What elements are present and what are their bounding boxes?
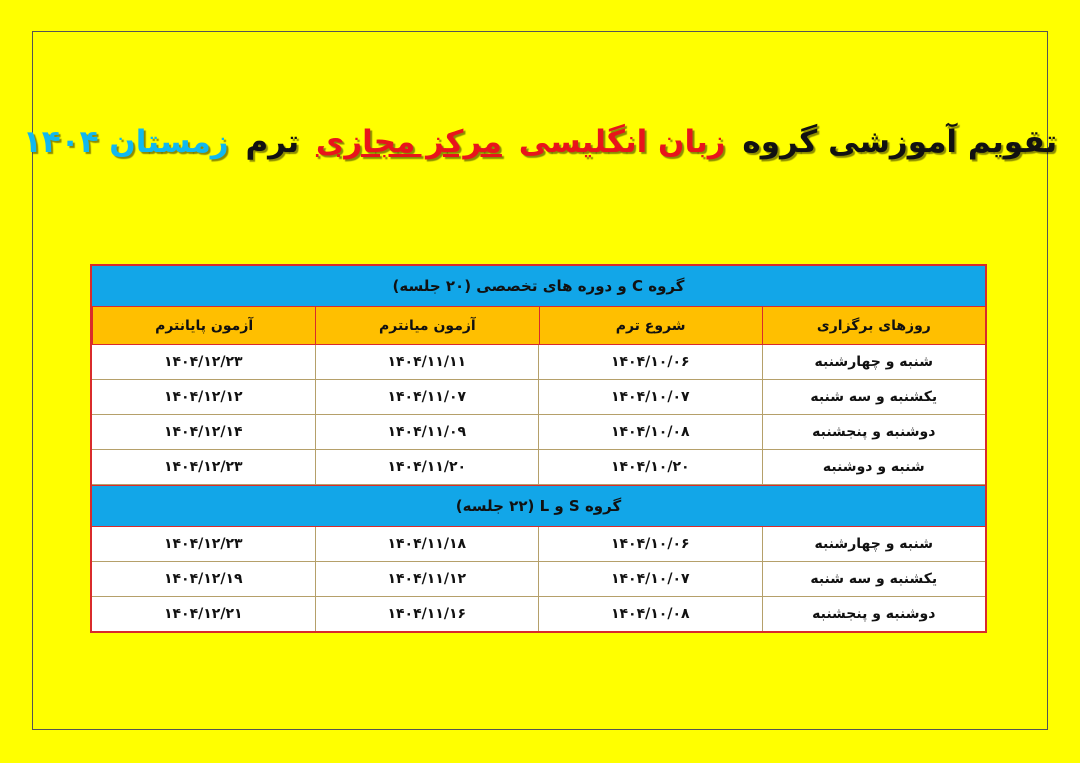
section-1-title: گروه C و دوره های تخصصی (۲۰ جلسه)	[92, 266, 985, 307]
header-days: روزهای برگزاری	[762, 307, 985, 344]
table-row	[92, 527, 985, 562]
table-header-row	[92, 307, 985, 345]
header-final: آزمون پایانترم	[92, 307, 315, 344]
midterm-date-cell: ۱۴۰۴/۱۱/۱۱	[315, 345, 539, 379]
days-cell: یکشنبه و سه شنبه	[762, 562, 986, 596]
table-row	[92, 415, 985, 450]
final-date-cell: ۱۴۰۴/۱۲/۲۳	[163, 354, 243, 370]
days-cell: شنبه و چهارشنبه	[762, 345, 986, 379]
table-row	[92, 345, 985, 380]
page-title	[0, 124, 1080, 160]
table-row	[92, 562, 985, 597]
days-cell: شنبه و چهارشنبه	[762, 527, 986, 561]
start-date-cell: ۱۴۰۴/۱۰/۰۶	[538, 345, 762, 379]
days-cell: دوشنبه و پنجشنبه	[762, 415, 986, 449]
midterm-date-cell: ۱۴۰۴/۱۱/۰۹	[315, 415, 539, 449]
start-date-cell: ۱۴۰۴/۱۰/۰۸	[538, 415, 762, 449]
final-date-cell: ۱۴۰۴/۱۲/۱۹	[163, 571, 243, 587]
title-part-5: زمستان ۱۴۰۴	[22, 124, 229, 160]
final-date-cell: ۱۴۰۴/۱۲/۲۱	[163, 606, 243, 622]
days-cell: شنبه و دوشنبه	[762, 450, 986, 484]
title-part-3: مرکز مجازی	[315, 124, 502, 160]
table-row	[92, 597, 985, 631]
title-part-1: تقویم آموزشی گروه	[742, 124, 1058, 160]
section-2-title: گروه S و L (۲۲ جلسه)	[92, 485, 985, 527]
table-row	[92, 380, 985, 415]
days-cell: یکشنبه و سه شنبه	[762, 380, 986, 414]
final-date-cell: ۱۴۰۴/۱۲/۱۴	[163, 424, 243, 440]
start-date-cell: ۱۴۰۴/۱۰/۰۸	[538, 597, 762, 631]
midterm-date-cell: ۱۴۰۴/۱۱/۱۸	[315, 527, 539, 561]
title-part-4: ترم	[245, 124, 300, 160]
header-midterm: آزمون میانترم	[315, 307, 538, 344]
final-date-cell: ۱۴۰۴/۱۲/۱۲	[163, 389, 243, 405]
midterm-date-cell: ۱۴۰۴/۱۱/۱۶	[315, 597, 539, 631]
midterm-date-cell: ۱۴۰۴/۱۱/۲۰	[315, 450, 539, 484]
title-part-2: زبان انگلیسی	[518, 124, 726, 160]
final-date-cell: ۱۴۰۴/۱۲/۲۳	[163, 459, 243, 475]
days-cell: دوشنبه و پنجشنبه	[762, 597, 986, 631]
midterm-date-cell: ۱۴۰۴/۱۱/۱۲	[315, 562, 539, 596]
final-date-cell: ۱۴۰۴/۱۲/۲۳	[163, 536, 243, 552]
start-date-cell: ۱۴۰۴/۱۰/۰۷	[538, 380, 762, 414]
schedule-table	[90, 264, 987, 633]
start-date-cell: ۱۴۰۴/۱۰/۰۷	[538, 562, 762, 596]
table-row	[92, 450, 985, 485]
midterm-date-cell: ۱۴۰۴/۱۱/۰۷	[315, 380, 539, 414]
start-date-cell: ۱۴۰۴/۱۰/۰۶	[538, 527, 762, 561]
header-start: شروع ترم	[539, 307, 762, 344]
start-date-cell: ۱۴۰۴/۱۰/۲۰	[538, 450, 762, 484]
